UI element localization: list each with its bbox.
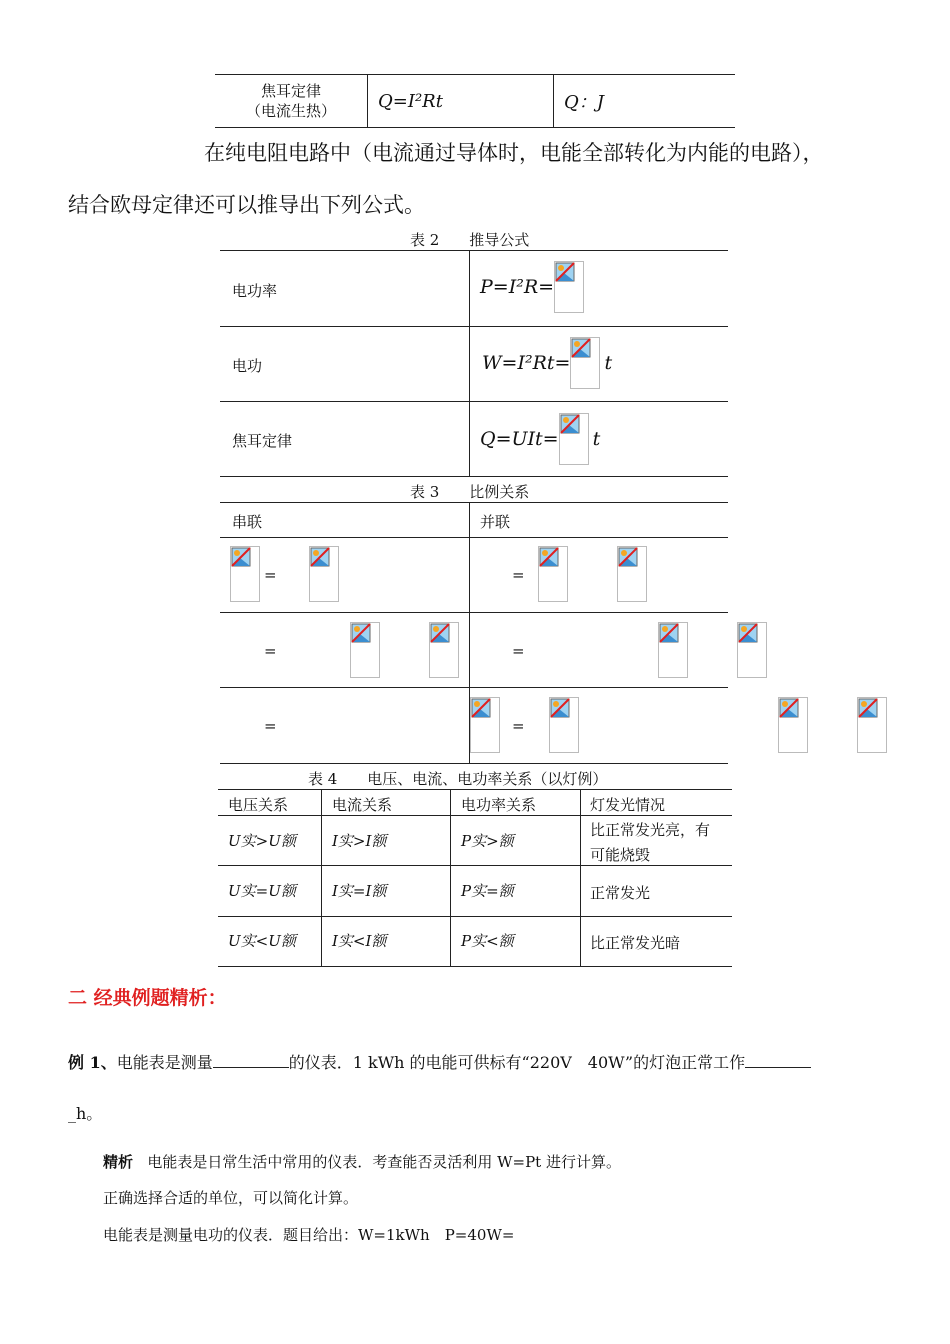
- table4-divider: [321, 789, 322, 966]
- table4-row1-light-line2: 可能烧毁: [590, 846, 651, 864]
- formula-suffix: t: [592, 428, 601, 450]
- equals-sign: =: [512, 717, 525, 735]
- equals-sign: =: [264, 566, 277, 584]
- image-placeholder-icon: [617, 546, 647, 602]
- table2-row1-name: 电功率: [232, 282, 278, 300]
- image-placeholder-icon: [554, 261, 584, 313]
- image-placeholder-icon: [549, 697, 579, 753]
- image-placeholder-icon: [559, 413, 589, 465]
- table3-bottom-rule: [220, 763, 728, 764]
- formula-text: Q=UIt=: [480, 428, 559, 450]
- table4-divider: [450, 789, 451, 966]
- image-placeholder-icon: [309, 546, 339, 602]
- table4-bottom-rule: [218, 966, 732, 967]
- table4-rule: [218, 916, 732, 917]
- image-placeholder-icon: [538, 546, 568, 602]
- example-text-b: 的仪表．1 kWh 的电能可供标有“220V 40W”的灯泡正常工作: [288, 1053, 746, 1072]
- image-placeholder-icon: [230, 546, 260, 602]
- table-cell-unit: Q：J: [553, 75, 735, 127]
- table2-row3-name: 焦耳定律: [232, 432, 293, 450]
- table4-header-light: 灯发光情况: [590, 796, 666, 814]
- table3-rule: [220, 612, 728, 613]
- table3-rule: [220, 537, 728, 538]
- analysis-line: [103, 1151, 621, 1172]
- table4-row1-current: I实>I额: [332, 832, 387, 850]
- image-placeholder-icon: [429, 622, 459, 678]
- table4-row3-power: P实<额: [461, 932, 514, 950]
- image-placeholder-icon: [658, 622, 688, 678]
- table4-row1-power: P实>额: [461, 832, 514, 850]
- table2-row3-formula: [480, 413, 600, 465]
- table-cell-formula: Q=I²Rt: [367, 75, 553, 127]
- table2-top-rule: [220, 250, 728, 251]
- table-joule-law: [215, 74, 735, 128]
- table2-row2-name: 电功: [232, 357, 263, 375]
- equals-sign: =: [264, 717, 277, 735]
- answer-blank-2[interactable]: [745, 1053, 811, 1068]
- equals-sign: =: [512, 566, 525, 584]
- table3-caption: 表 3 比例关系: [410, 483, 530, 501]
- table2-bottom-rule: [220, 476, 728, 477]
- example-label: 例 1、: [68, 1053, 117, 1072]
- image-placeholder-icon: [470, 697, 500, 753]
- analysis-line4: 正确选择合适的单位，可以简化计算。: [103, 1189, 359, 1207]
- equals-sign: =: [264, 642, 277, 660]
- table4-header-power: 电功率关系: [461, 796, 537, 814]
- table4-row2-current: I实=I额: [332, 882, 387, 900]
- table4-row3-voltage: U实<U额: [228, 932, 296, 950]
- image-placeholder-icon: [857, 697, 887, 753]
- table3-top-rule: [220, 502, 728, 503]
- table4-divider: [580, 789, 581, 966]
- table2-rule: [220, 326, 728, 327]
- analysis-line5: 电能表是测量电功的仪表．题目给出：W=1kWh P=40W=: [103, 1226, 515, 1244]
- equals-sign: =: [512, 642, 525, 660]
- table-cell-law-name: [215, 75, 367, 127]
- table2-caption: 表 2 推导公式: [410, 231, 530, 249]
- table4-row2-voltage: U实=U额: [228, 882, 296, 900]
- table3-header-parallel: 并联: [480, 513, 511, 531]
- table2-rule: [220, 401, 728, 402]
- answer-blank-1[interactable]: [213, 1053, 289, 1068]
- table3-rule: [220, 687, 728, 688]
- law-name-line1: 焦耳定律: [260, 82, 321, 100]
- paragraph-line2: 结合欧母定律还可以推导出下列公式。: [68, 193, 425, 217]
- table4-top-rule: [218, 789, 732, 790]
- table4-header-current: 电流关系: [332, 796, 393, 814]
- section-heading: 二 经典例题精析：: [68, 987, 227, 1009]
- analysis-text: 电能表是日常生活中常用的仪表．考查能否灵活利用 W=Pt 进行计算。: [147, 1153, 621, 1171]
- paragraph-line1: 在纯电阻电路中（电流通过导体时，电能全部转化为内能的电路），: [204, 141, 824, 165]
- table4-row3-light: 比正常发光暗: [590, 934, 681, 952]
- image-placeholder-icon: [350, 622, 380, 678]
- image-placeholder-icon: [778, 697, 808, 753]
- table4-row3-current: I实<I额: [332, 932, 387, 950]
- example1-line2: _h。: [68, 1104, 103, 1123]
- table4-header-voltage: 电压关系: [228, 796, 289, 814]
- image-placeholder-icon: [570, 337, 600, 389]
- example1-question: [68, 1050, 811, 1073]
- formula-text: P=I²R=: [480, 276, 555, 298]
- analysis-label: 精析: [103, 1153, 134, 1171]
- table2-divider: [469, 250, 470, 476]
- table4-rule: [218, 815, 732, 816]
- law-name-line2: （电流生热）: [245, 102, 336, 120]
- table4-row1-voltage: U实>U额: [228, 832, 296, 850]
- image-placeholder-icon: [737, 622, 767, 678]
- table3-header-series: 串联: [232, 513, 263, 531]
- table4-row1-light-line1: 比正常发光亮，有: [590, 821, 711, 839]
- table2-row1-formula: [480, 261, 584, 313]
- table4-rule: [218, 865, 732, 866]
- example-text-a: 电能表是测量: [116, 1053, 213, 1072]
- table4-row2-light: 正常发光: [590, 884, 651, 902]
- formula-suffix: t: [604, 352, 613, 374]
- formula-text: W=I²Rt=: [482, 352, 571, 374]
- table2-row2-formula: [482, 337, 612, 389]
- table4-row2-power: P实=额: [461, 882, 514, 900]
- table4-caption: 表 4 电压、电流、电功率关系（以灯例）: [308, 770, 608, 788]
